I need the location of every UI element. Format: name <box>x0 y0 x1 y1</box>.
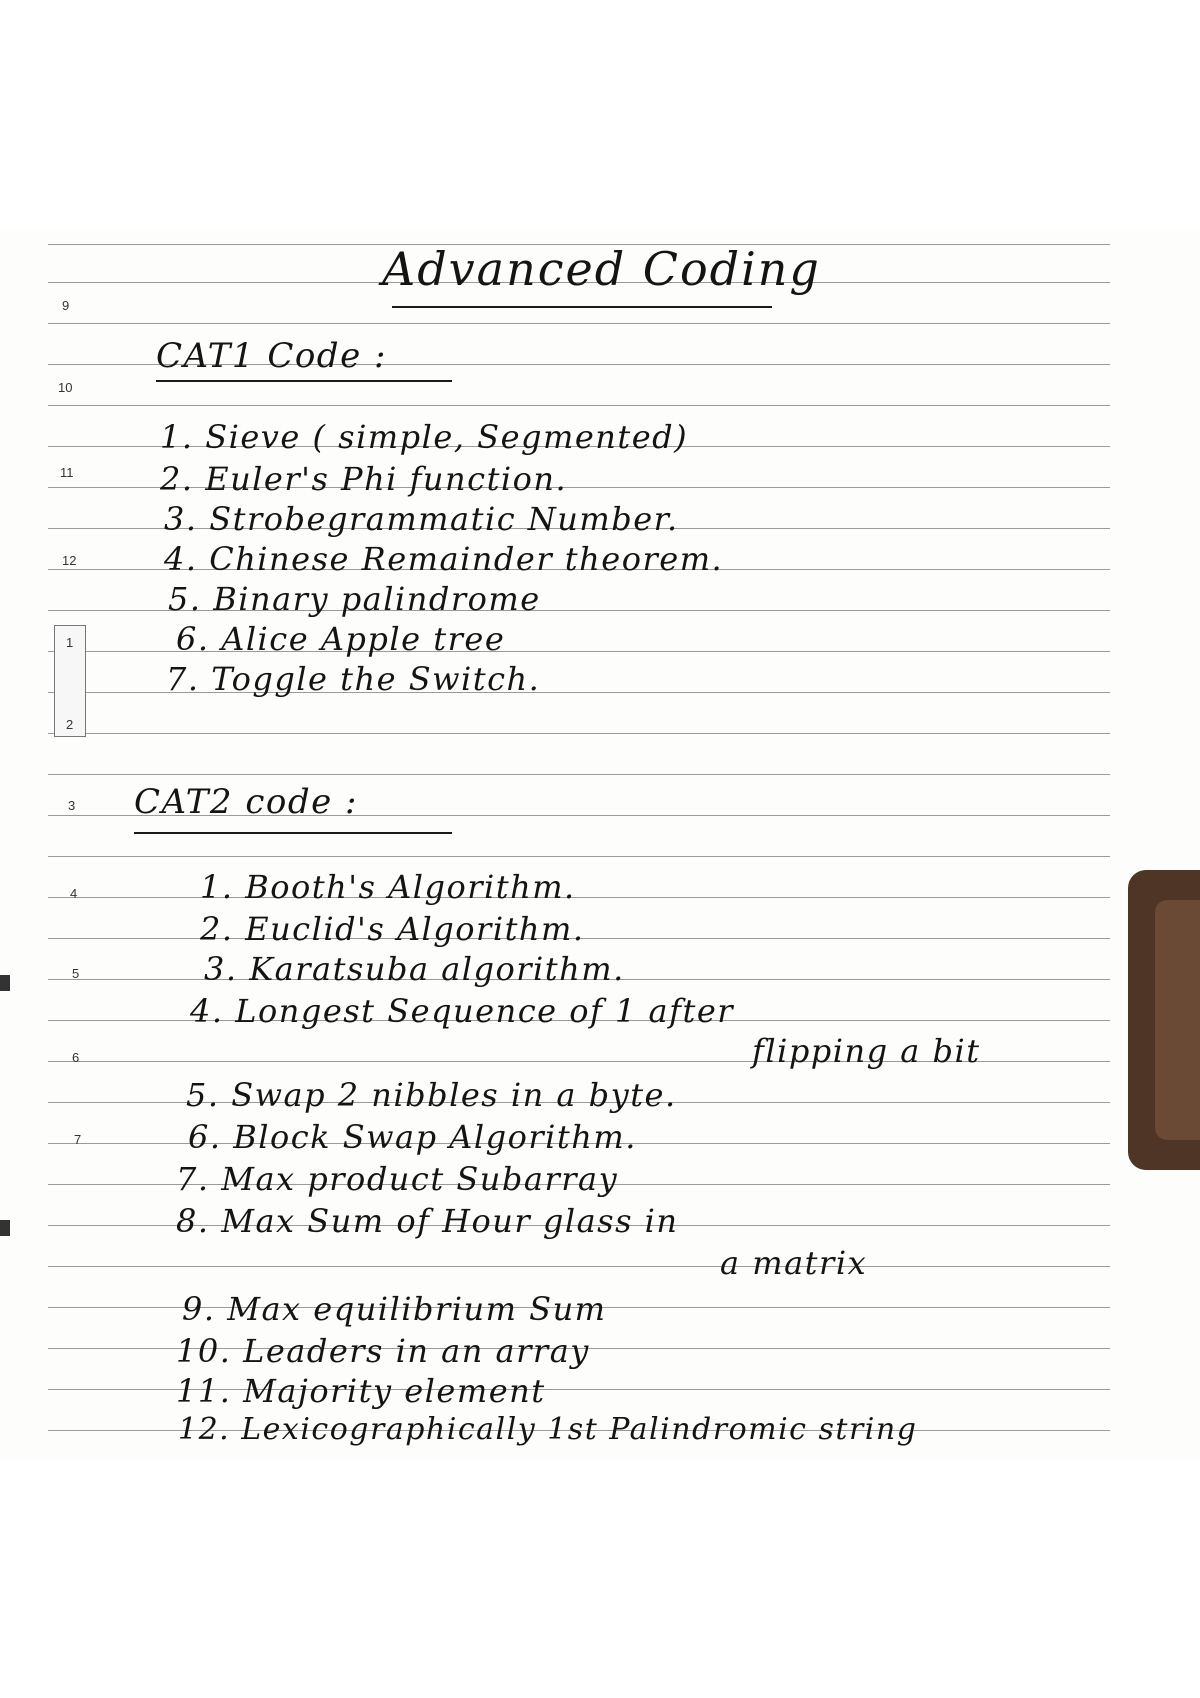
cat1-item: 7. Toggle the Switch. <box>166 660 541 698</box>
cat2-item-continuation: flipping a bit <box>752 1032 981 1070</box>
margin-number: 5 <box>72 966 80 981</box>
edge-mark <box>0 1220 10 1236</box>
margin-number: 9 <box>62 298 70 313</box>
cat1-heading: CAT1 Code : <box>156 336 387 376</box>
margin-number: 12 <box>62 553 77 568</box>
title-underline <box>392 306 772 308</box>
cat2-item: 8. Max Sum of Hour glass in <box>176 1202 679 1240</box>
cat2-item: 6. Block Swap Algorithm. <box>188 1118 637 1156</box>
cat2-item: 9. Max equilibrium Sum <box>182 1290 607 1328</box>
cat1-item: 2. Euler's Phi function. <box>160 460 568 498</box>
cat2-item: 1. Booth's Algorithm. <box>200 868 576 906</box>
cat2-item: 12. Lexicographically 1st Palindromic string <box>178 1412 918 1447</box>
cat2-heading: CAT2 code : <box>134 782 358 822</box>
cat1-item: 1. Sieve ( simple, Segmented) <box>160 418 689 456</box>
cat2-item-continuation: a matrix <box>720 1244 868 1282</box>
cat1-heading-underline <box>156 380 452 382</box>
notebook-tab-inner <box>1155 900 1200 1140</box>
cat2-item: 2. Euclid's Algorithm. <box>200 910 585 948</box>
cat2-heading-underline <box>134 832 452 834</box>
margin-number: 6 <box>72 1050 80 1065</box>
edge-mark <box>0 975 10 991</box>
cat2-item: 7. Max product Subarray <box>176 1160 619 1198</box>
margin-number: 3 <box>68 798 76 813</box>
cat2-item: 5. Swap 2 nibbles in a byte. <box>186 1076 677 1114</box>
cat2-item: 10. Leaders in an array <box>176 1332 590 1370</box>
cat1-item: 3. Strobegrammatic Number. <box>164 500 679 538</box>
margin-number: 11 <box>60 465 74 480</box>
margin-number: 4 <box>70 886 78 901</box>
margin-number: 7 <box>74 1132 82 1147</box>
cat1-item: 5. Binary palindrome <box>168 580 541 618</box>
cat2-item: 4. Longest Sequence of 1 after <box>190 992 735 1030</box>
cat2-item: 11. Majority element <box>176 1372 546 1410</box>
margin-number: 1 <box>66 635 74 650</box>
ruled-paper <box>0 230 1200 1460</box>
margin-number: 10 <box>58 380 73 395</box>
cat2-item: 3. Karatsuba algorithm. <box>204 950 625 988</box>
cat1-item: 4. Chinese Remainder theorem. <box>164 540 724 578</box>
cat1-item: 6. Alice Apple tree <box>176 620 506 658</box>
page-title: Advanced Coding <box>382 242 821 296</box>
margin-number: 2 <box>66 717 74 732</box>
